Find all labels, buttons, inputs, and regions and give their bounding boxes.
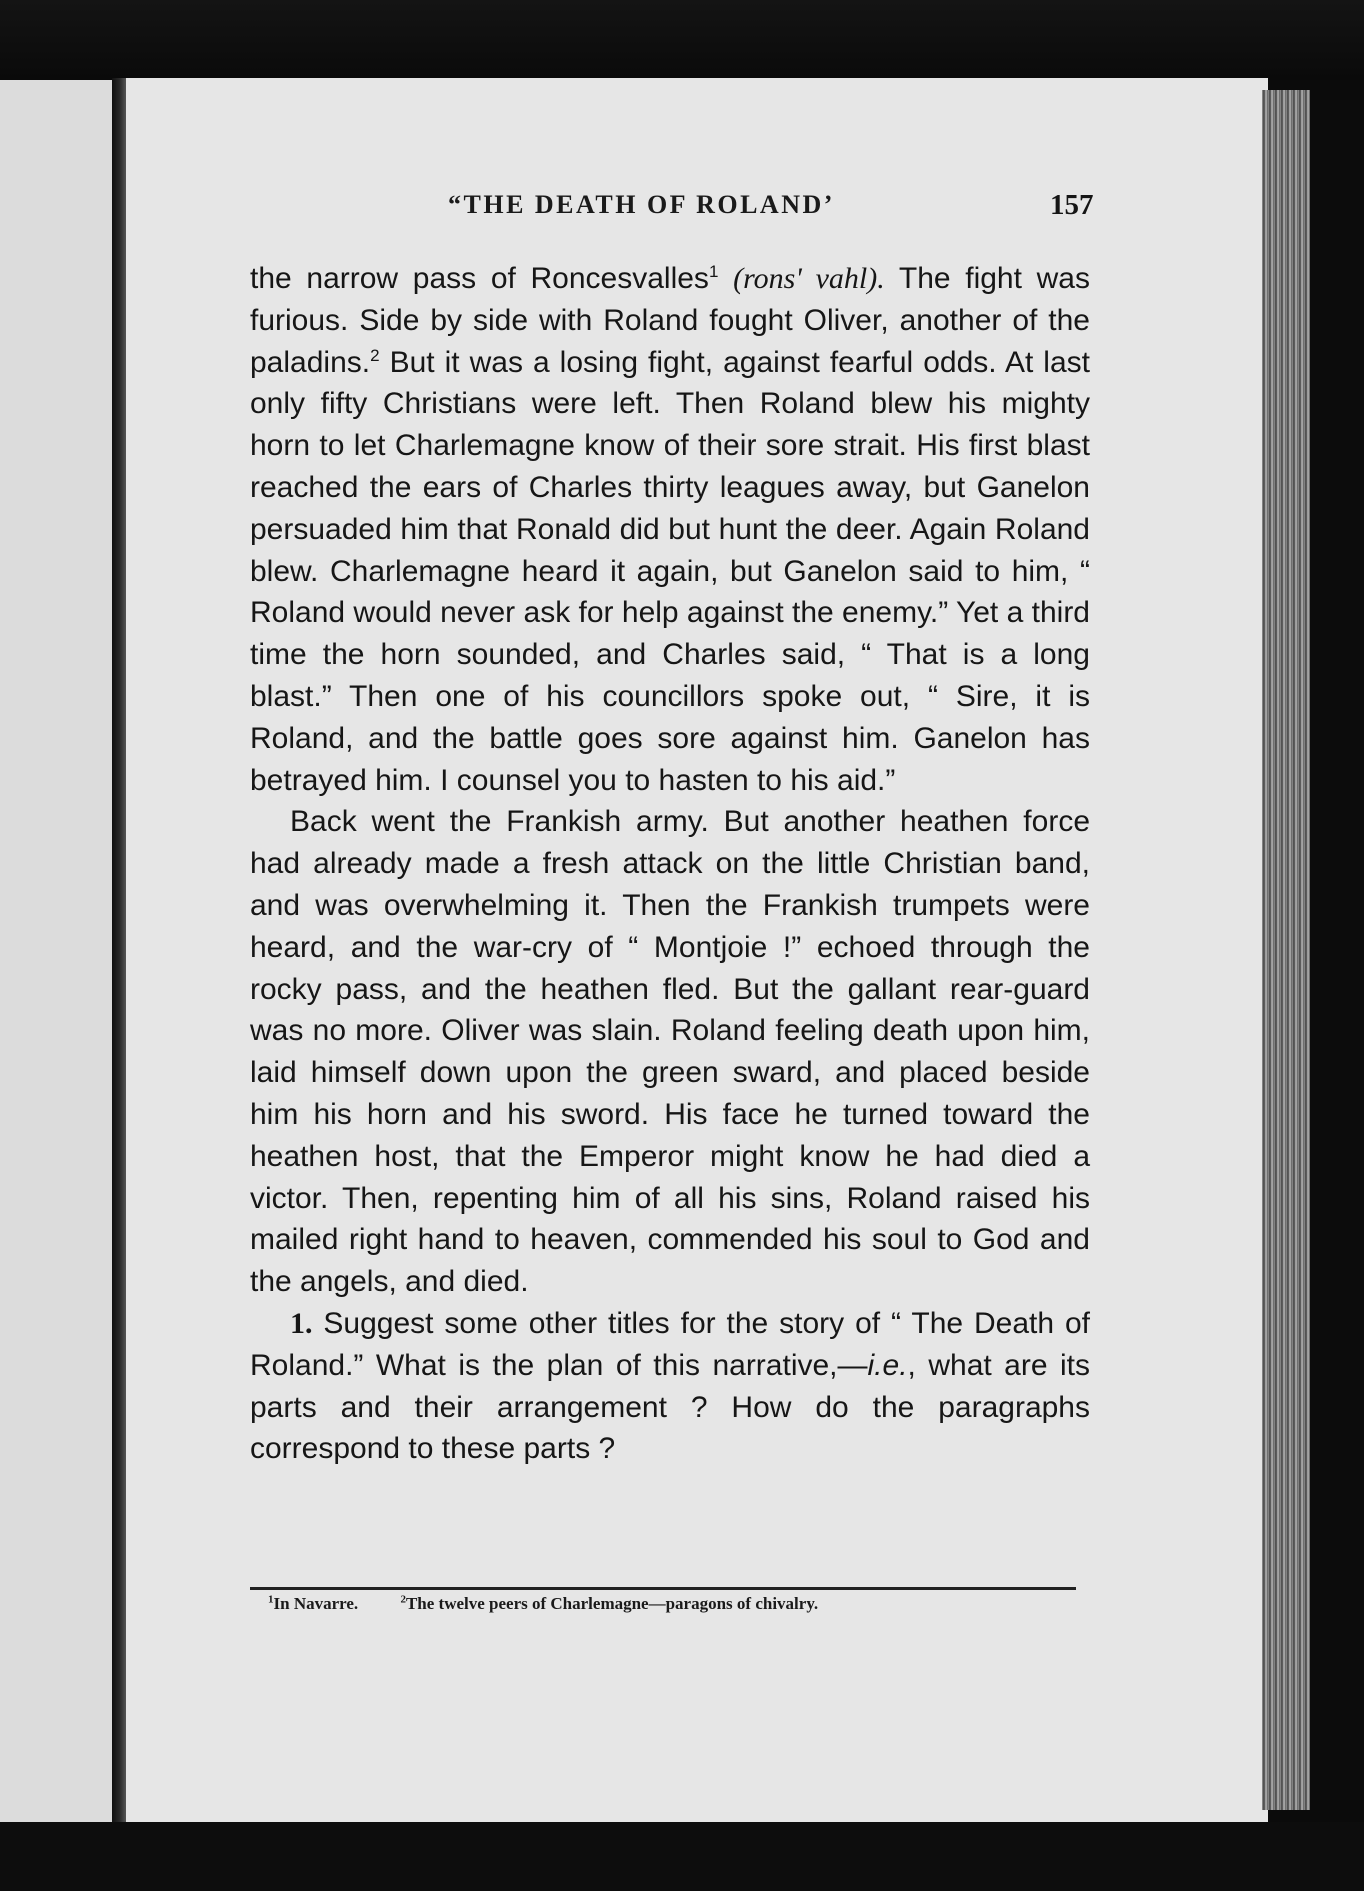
page-number: 157 (1050, 189, 1094, 221)
page-stack-edge (1262, 90, 1310, 1810)
question-text-start: Suggest some other titles for the story of “ The Death of Roland.” What is the plan of this narrative,— (250, 1306, 1090, 1382)
scan-background-top (0, 0, 1364, 80)
book-gutter (112, 78, 126, 1828)
footnote-ref-1: 1 (708, 262, 719, 281)
footnote-2-text: The twelve peers of Charlemagne—paragons of chivalry. (405, 1594, 819, 1613)
running-head: “THE DEATH OF ROLAND’ (448, 190, 835, 219)
paragraph-1-start: the narrow pass of Roncesvalles (250, 262, 709, 295)
question-text-end: , what are its parts and their arrangement ? How do the paragraphs correspond to these parts ? (250, 1348, 1090, 1466)
footnote-1-text: In Navarre. (273, 1594, 359, 1613)
paragraph-2: Back went the Frankish army. But another heathen force had already made a fresh attack on the little Christian band, and was overwhelming it. Then the Frankish trumpets were heard, and the war-cry of “ Montjoie !” echoed through the rocky pass, and the heathen fled. But the gallant rear-guard was no more. Oliver was slain. Roland feeling death upon him, laid himself down upon the green sward, and placed beside him his horn and his sword. His face he turned toward the heathen host, that the Emperor might know he had died a victor. Then, repenting him of all his sins, Roland raised his mailed right hand to heaven, commended his soul to God and the angels, and died. (250, 805, 1090, 1299)
pronunciation-guide: (rons' vahl). (733, 262, 885, 295)
footnotes (268, 1594, 1078, 1614)
footnote-1 (268, 1594, 358, 1613)
footnote-rule (250, 1587, 1076, 1590)
study-question (250, 1303, 1090, 1470)
paragraph-1-rest: But it was a losing fight, against fearful odds. At last only fifty Christians were left. Then Roland blew his mighty horn to let Charlemagne know of their sore strait. His first blast reached the ears of Charles thirty leagues away, but Ganelon persuaded him that Ronald did but hunt the deer. Again Roland blew. Charlemagne heard it again, but Ganelon said to him, “ Roland would never ask for help against the enemy.” Yet a third time the horn sounded, and Charles said, “ That is a long blast.” Then one of his councillors spoke out, “ Sire, it is Roland, and the battle goes sore against him. Ganelon has betrayed him. I counsel you to hasten to his aid.” (250, 345, 1090, 797)
question-abbreviation: i.e. (867, 1348, 908, 1382)
footnote-1-mark: 1 (268, 1593, 274, 1606)
scan-background-bottom (0, 1822, 1364, 1891)
facing-page-edge (0, 80, 112, 1828)
scan-background-right (1310, 100, 1364, 1800)
footnote-2-mark: 2 (400, 1593, 406, 1606)
body-text (250, 258, 1090, 1470)
footnote-ref-2: 2 (370, 345, 380, 365)
question-number: 1. (290, 1306, 313, 1340)
footnote-2 (400, 1594, 818, 1613)
paragraph-1-middle: The fight was furious. Side by side with Roland fought Oliver, another of the paladins. (250, 262, 1090, 379)
paragraph-1 (250, 258, 1090, 801)
